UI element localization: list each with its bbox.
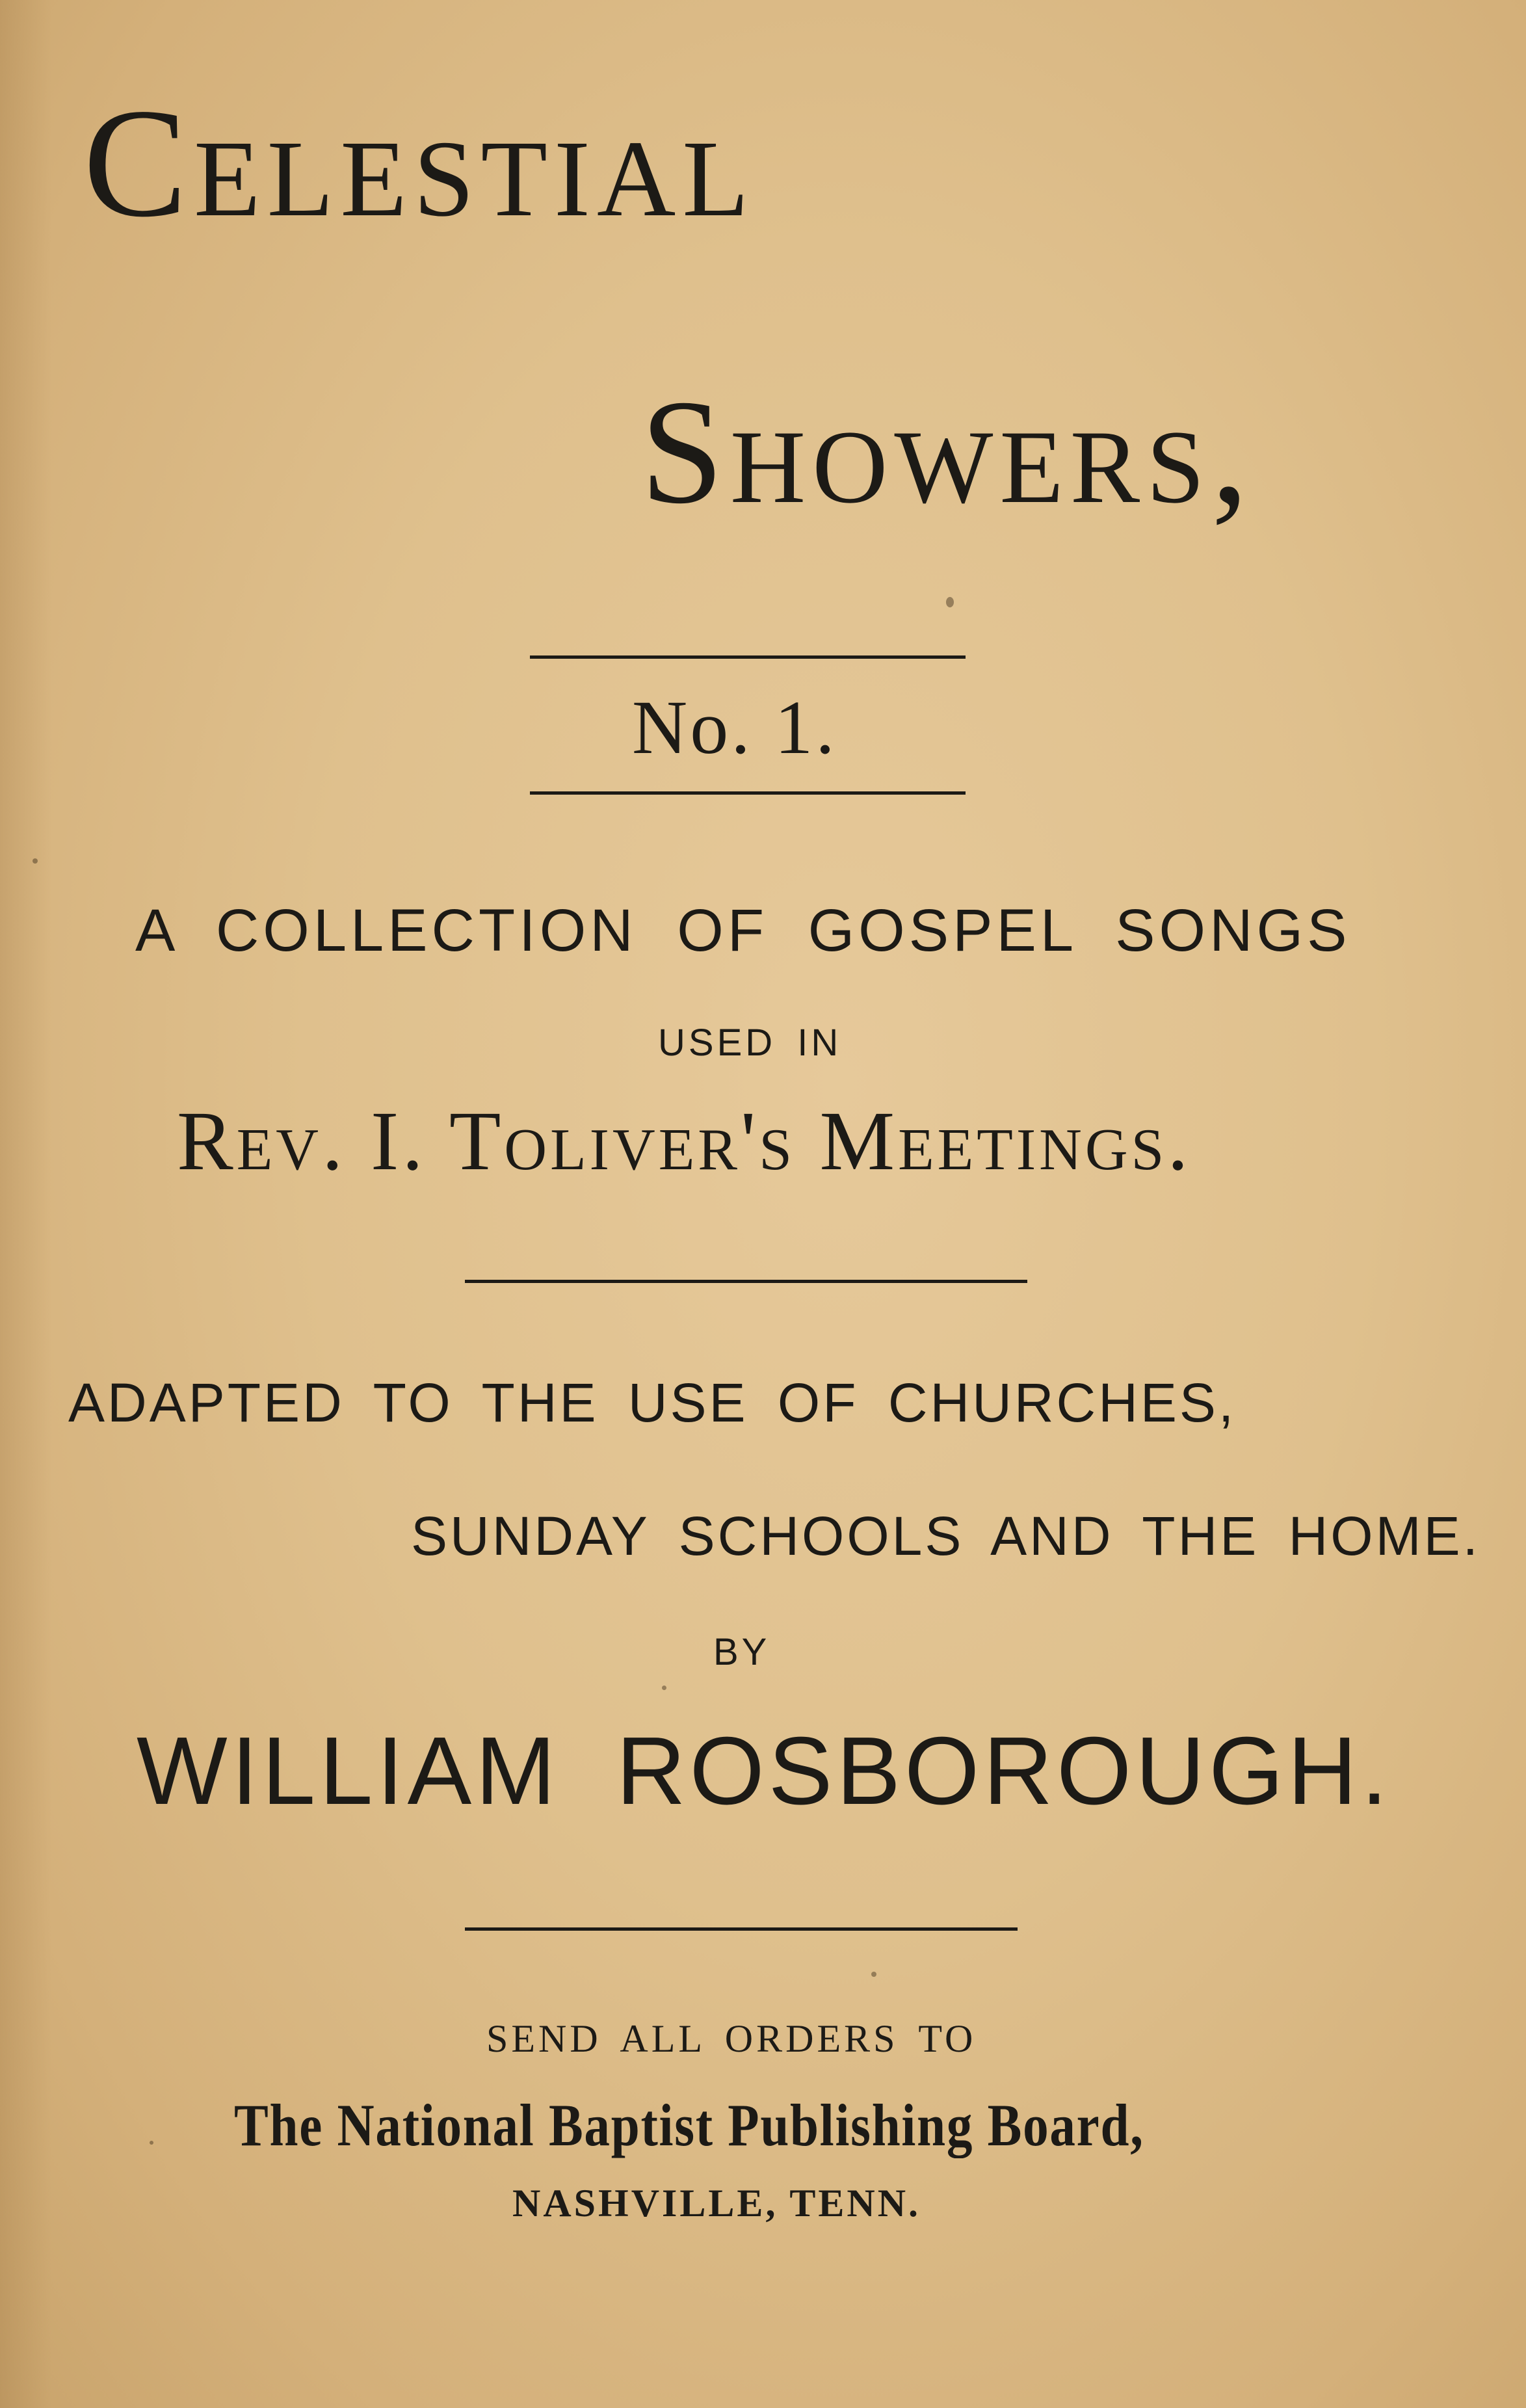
paper-speck [150, 2141, 153, 2145]
page-edge-shadow [0, 0, 52, 2408]
title-celestial: Celestial [83, 76, 756, 249]
title-showers: Showers, [640, 369, 1256, 535]
volume-number: No. 1. [632, 685, 837, 770]
by-label: BY [713, 1631, 770, 1673]
paper-speck [871, 1972, 876, 1977]
paper-speck [662, 1686, 666, 1690]
used-in-label: USED IN [658, 1022, 842, 1064]
meetings-title: Rev. I. Toliver's Meetings. [177, 1094, 1192, 1188]
sunday-schools-line: SUNDAY SCHOOLS AND THE HOME. [411, 1505, 1480, 1567]
rule-after-author [465, 1927, 1018, 1931]
publisher-name: The National Baptist Publishing Board, [234, 2092, 1144, 2158]
author-name: WILLIAM ROSBOROUGH. [137, 1717, 1392, 1825]
send-orders-label: SEND ALL ORDERS TO [486, 2017, 977, 2060]
paper-speck [946, 597, 954, 607]
adapted-line: ADAPTED TO THE USE OF CHURCHES, [68, 1372, 1237, 1433]
rule-above-number [530, 655, 966, 659]
rule-after-meetings [465, 1280, 1027, 1283]
paper-speck [33, 858, 38, 864]
publisher-city: NASHVILLE, TENN. [512, 2182, 921, 2225]
collection-subtitle: A COLLECTION OF GOSPEL SONGS [135, 897, 1351, 964]
rule-below-number [530, 791, 966, 795]
